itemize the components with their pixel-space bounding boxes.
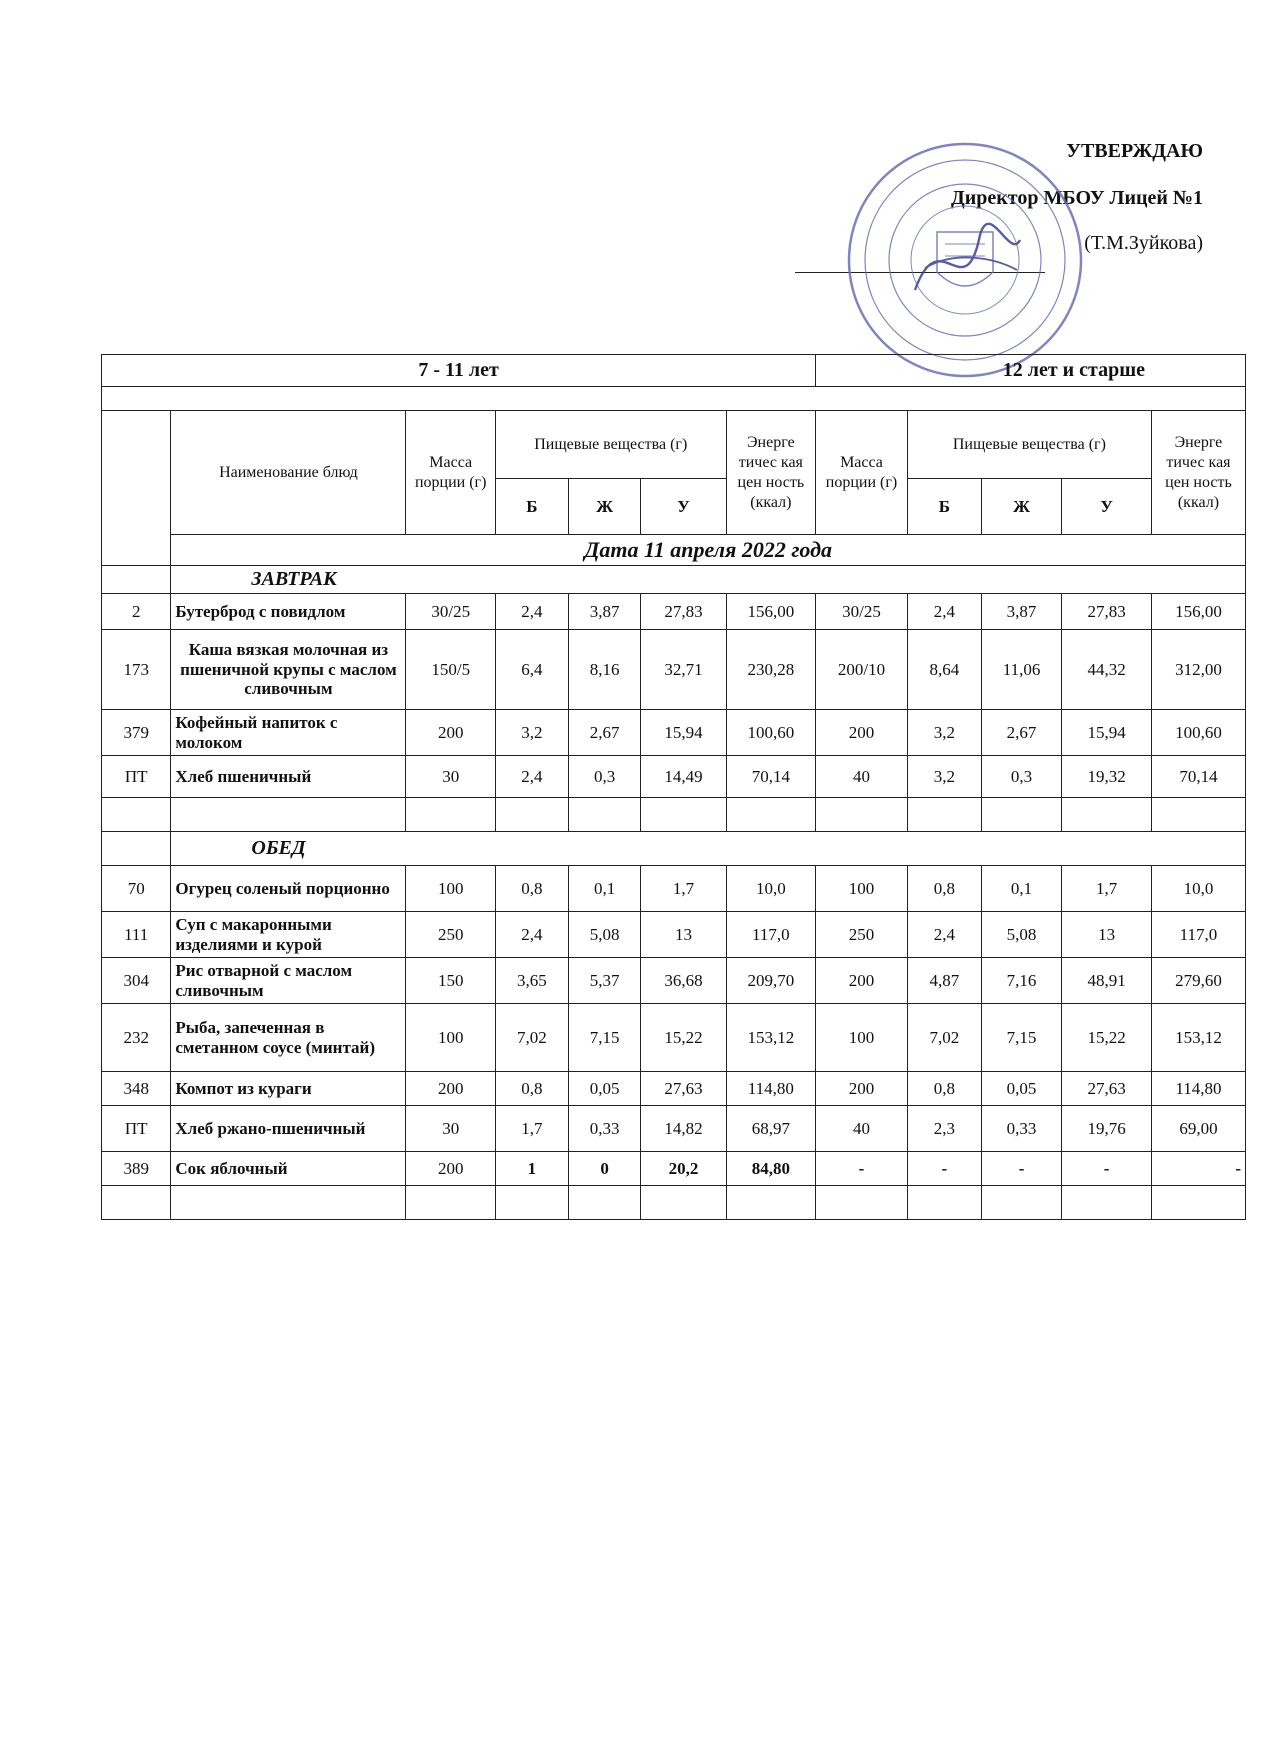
empty-cell (816, 1186, 908, 1220)
cell-b2: 3,2 (907, 710, 981, 756)
dish-name: Каша вязкая молочная из пшеничной крупы с маслом сливочным (171, 630, 406, 710)
table-row (102, 1106, 1246, 1152)
header-name: Наименование блюд (171, 411, 406, 535)
approval-name: (Т.М.Зуйкова) (1084, 232, 1203, 254)
empty-cell (495, 798, 568, 832)
date-row (102, 535, 1246, 566)
cell-b1: 2,4 (495, 756, 568, 798)
cell-u1: 14,49 (641, 756, 726, 798)
cell-m2: 200/10 (816, 630, 908, 710)
cell-zh1: 0,3 (568, 756, 641, 798)
cell-e2: 279,60 (1151, 958, 1245, 1004)
recipe-code: 111 (102, 912, 171, 958)
cell-b2: 8,64 (907, 630, 981, 710)
dish-name: Огурец соленый порционно (171, 866, 406, 912)
dish-name: Рыба, запеченная в сметанном соусе (минтай) (171, 1004, 406, 1072)
cell-m1: 30 (406, 756, 496, 798)
cell-m2: 100 (816, 866, 908, 912)
header-energy-1: Энерге тичес кая цен ность (ккал) (726, 411, 816, 535)
empty-cell (907, 798, 981, 832)
table-row (102, 1072, 1246, 1106)
cell-e1: 114,80 (726, 1072, 816, 1106)
cell-zh1: 3,87 (568, 594, 641, 630)
cell-b2: 2,4 (907, 594, 981, 630)
header-nutrients-2: Пищевые вещества (г) (907, 411, 1151, 479)
cell-zh1: 0,1 (568, 866, 641, 912)
cell-m1: 150 (406, 958, 496, 1004)
cell-b1: 0,8 (495, 866, 568, 912)
cell-m1: 250 (406, 912, 496, 958)
cell-m1: 200 (406, 1152, 496, 1186)
cell-u1: 13 (641, 912, 726, 958)
cell-e2: 156,00 (1151, 594, 1245, 630)
cell-b1: 3,2 (495, 710, 568, 756)
cell-u2: 1,7 (1062, 866, 1152, 912)
cell-u2: 19,76 (1062, 1106, 1152, 1152)
cell-u1: 32,71 (641, 630, 726, 710)
cell-m1: 200 (406, 1072, 496, 1106)
cell-b2: 7,02 (907, 1004, 981, 1072)
empty-cell (171, 1186, 406, 1220)
cell-m1: 200 (406, 710, 496, 756)
cell-u1: 15,22 (641, 1004, 726, 1072)
recipe-code: 304 (102, 958, 171, 1004)
cell-b2: 2,3 (907, 1106, 981, 1152)
header-code-cell (102, 411, 171, 566)
age-group-2: 12 лет и старше (816, 355, 1246, 387)
cell-b1: 2,4 (495, 912, 568, 958)
cell-e2: 100,60 (1151, 710, 1245, 756)
cell-m1: 100 (406, 1004, 496, 1072)
empty-cell (568, 798, 641, 832)
cell-u2: 15,94 (1062, 710, 1152, 756)
cell-zh2: 0,1 (981, 866, 1062, 912)
cell-m2: - (816, 1152, 908, 1186)
cell-e2: 114,80 (1151, 1072, 1245, 1106)
cell-e1: 117,0 (726, 912, 816, 958)
cell-e2: 10,0 (1151, 866, 1245, 912)
dish-name: Рис отварной с маслом сливочным (171, 958, 406, 1004)
cell-zh2: 7,16 (981, 958, 1062, 1004)
table-row (102, 866, 1246, 912)
cell-zh2: - (981, 1152, 1062, 1186)
cell-m2: 200 (816, 1072, 908, 1106)
empty-cell (907, 1186, 981, 1220)
empty-cell (641, 1186, 726, 1220)
cell-zh1: 0,05 (568, 1072, 641, 1106)
cell-e1: 10,0 (726, 866, 816, 912)
cell-u2: 27,63 (1062, 1072, 1152, 1106)
table-row (102, 1152, 1246, 1186)
cell-u1: 27,63 (641, 1072, 726, 1106)
section-row (102, 566, 1246, 594)
cell-e1: 230,28 (726, 630, 816, 710)
empty-cell (406, 1186, 496, 1220)
cell-b1: 2,4 (495, 594, 568, 630)
cell-zh1: 5,37 (568, 958, 641, 1004)
table-row (102, 756, 1246, 798)
cell-zh1: 7,15 (568, 1004, 641, 1072)
header-row (102, 411, 1246, 479)
cell-e1: 153,12 (726, 1004, 816, 1072)
age-group-1: 7 - 11 лет (102, 355, 816, 387)
table-row (102, 630, 1246, 710)
cell-m2: 40 (816, 756, 908, 798)
cell-zh2: 0,33 (981, 1106, 1062, 1152)
cell-zh2: 11,06 (981, 630, 1062, 710)
cell-e2: 312,00 (1151, 630, 1245, 710)
cell-u2: 27,83 (1062, 594, 1152, 630)
table-row (102, 912, 1246, 958)
dish-name: Хлеб пшеничный (171, 756, 406, 798)
table-row (102, 710, 1246, 756)
recipe-code: ПТ (102, 756, 171, 798)
cell-u2: 48,91 (1062, 958, 1152, 1004)
approval-position: Директор МБОУ Лицей №1 (950, 187, 1203, 209)
recipe-code: 70 (102, 866, 171, 912)
menu-table (101, 354, 1246, 1220)
table-row (102, 594, 1246, 630)
empty-cell (1062, 1186, 1152, 1220)
recipe-code: 173 (102, 630, 171, 710)
dish-name: Компот из кураги (171, 1072, 406, 1106)
cell-e1: 70,14 (726, 756, 816, 798)
cell-e1: 209,70 (726, 958, 816, 1004)
empty-cell (981, 1186, 1062, 1220)
cell-zh1: 0 (568, 1152, 641, 1186)
cell-m2: 40 (816, 1106, 908, 1152)
age-group-row (102, 355, 1246, 387)
signature-line (795, 272, 1045, 273)
dish-name: Суп с макаронными изделиями и курой (171, 912, 406, 958)
empty-row (102, 1186, 1246, 1220)
header-fat-1: Ж (568, 479, 641, 535)
cell-b2: 0,8 (907, 1072, 981, 1106)
header-energy-2: Энерге тичес кая цен ность (ккал) (1151, 411, 1245, 535)
cell-e2: 153,12 (1151, 1004, 1245, 1072)
cell-zh2: 7,15 (981, 1004, 1062, 1072)
cell-e1: 156,00 (726, 594, 816, 630)
cell-b2: 0,8 (907, 866, 981, 912)
cell-m2: 250 (816, 912, 908, 958)
cell-u2: 19,32 (1062, 756, 1152, 798)
dish-name: Хлеб ржано-пшеничный (171, 1106, 406, 1152)
cell-b1: 3,65 (495, 958, 568, 1004)
cell-e2: 70,14 (1151, 756, 1245, 798)
approval-block (743, 140, 1203, 255)
empty-cell (641, 798, 726, 832)
cell-m2: 30/25 (816, 594, 908, 630)
cell-e2: 117,0 (1151, 912, 1245, 958)
spacer-row (102, 387, 1246, 411)
cell-b1: 6,4 (495, 630, 568, 710)
empty-cell (406, 798, 496, 832)
empty-cell (726, 1186, 816, 1220)
recipe-code: 2 (102, 594, 171, 630)
header-fat-2: Ж (981, 479, 1062, 535)
spacer-cell (102, 387, 1246, 411)
menu-date: Дата 11 апреля 2022 года (171, 535, 1246, 566)
header-mass-2: Масса порции (г) (816, 411, 908, 535)
cell-zh1: 8,16 (568, 630, 641, 710)
dish-name: Сок яблочный (171, 1152, 406, 1186)
recipe-code: 232 (102, 1004, 171, 1072)
cell-zh2: 5,08 (981, 912, 1062, 958)
cell-b2: 2,4 (907, 912, 981, 958)
empty-cell (981, 798, 1062, 832)
cell-e2: - (1151, 1152, 1245, 1186)
cell-u1: 15,94 (641, 710, 726, 756)
header-carbs-2: У (1062, 479, 1152, 535)
cell-e2: 69,00 (1151, 1106, 1245, 1152)
empty-cell (1151, 798, 1245, 832)
cell-u1: 36,68 (641, 958, 726, 1004)
cell-zh2: 3,87 (981, 594, 1062, 630)
empty-cell (102, 798, 171, 832)
table-row (102, 1004, 1246, 1072)
approval-title: УТВЕРЖДАЮ (1066, 140, 1203, 162)
cell-u1: 1,7 (641, 866, 726, 912)
empty-cell (1062, 798, 1152, 832)
cell-b1: 1 (495, 1152, 568, 1186)
cell-u1: 27,83 (641, 594, 726, 630)
cell-zh2: 0,05 (981, 1072, 1062, 1106)
recipe-code: 389 (102, 1152, 171, 1186)
cell-e1: 100,60 (726, 710, 816, 756)
recipe-code: 348 (102, 1072, 171, 1106)
cell-m2: 200 (816, 710, 908, 756)
section-code-cell (102, 832, 171, 866)
cell-zh1: 2,67 (568, 710, 641, 756)
empty-cell (568, 1186, 641, 1220)
empty-cell (495, 1186, 568, 1220)
cell-b1: 1,7 (495, 1106, 568, 1152)
section-title: ЗАВТРАК (171, 566, 1246, 594)
cell-zh1: 5,08 (568, 912, 641, 958)
cell-m1: 30 (406, 1106, 496, 1152)
cell-e1: 84,80 (726, 1152, 816, 1186)
empty-cell (816, 798, 908, 832)
empty-row (102, 798, 1246, 832)
cell-b2: - (907, 1152, 981, 1186)
cell-b1: 7,02 (495, 1004, 568, 1072)
cell-u1: 14,82 (641, 1106, 726, 1152)
cell-zh2: 2,67 (981, 710, 1062, 756)
cell-u2: 15,22 (1062, 1004, 1152, 1072)
cell-m1: 30/25 (406, 594, 496, 630)
empty-cell (171, 798, 406, 832)
cell-u2: 44,32 (1062, 630, 1152, 710)
recipe-code: ПТ (102, 1106, 171, 1152)
cell-m2: 200 (816, 958, 908, 1004)
cell-e1: 68,97 (726, 1106, 816, 1152)
cell-b1: 0,8 (495, 1072, 568, 1106)
cell-u2: 13 (1062, 912, 1152, 958)
table-row (102, 958, 1246, 1004)
cell-m1: 150/5 (406, 630, 496, 710)
header-nutrients-1: Пищевые вещества (г) (495, 411, 726, 479)
section-title: ОБЕД (171, 832, 1246, 866)
cell-u1: 20,2 (641, 1152, 726, 1186)
header-protein-2: Б (907, 479, 981, 535)
section-row (102, 832, 1246, 866)
header-carbs-1: У (641, 479, 726, 535)
empty-cell (102, 1186, 171, 1220)
cell-b2: 4,87 (907, 958, 981, 1004)
cell-m2: 100 (816, 1004, 908, 1072)
cell-zh2: 0,3 (981, 756, 1062, 798)
dish-name: Бутерброд с повидлом (171, 594, 406, 630)
empty-cell (726, 798, 816, 832)
header-protein-1: Б (495, 479, 568, 535)
cell-b2: 3,2 (907, 756, 981, 798)
cell-u2: - (1062, 1152, 1152, 1186)
section-code-cell (102, 566, 171, 594)
cell-m1: 100 (406, 866, 496, 912)
recipe-code: 379 (102, 710, 171, 756)
empty-cell (1151, 1186, 1245, 1220)
header-mass-1: Масса порции (г) (406, 411, 496, 535)
dish-name: Кофейный напиток с молоком (171, 710, 406, 756)
cell-zh1: 0,33 (568, 1106, 641, 1152)
